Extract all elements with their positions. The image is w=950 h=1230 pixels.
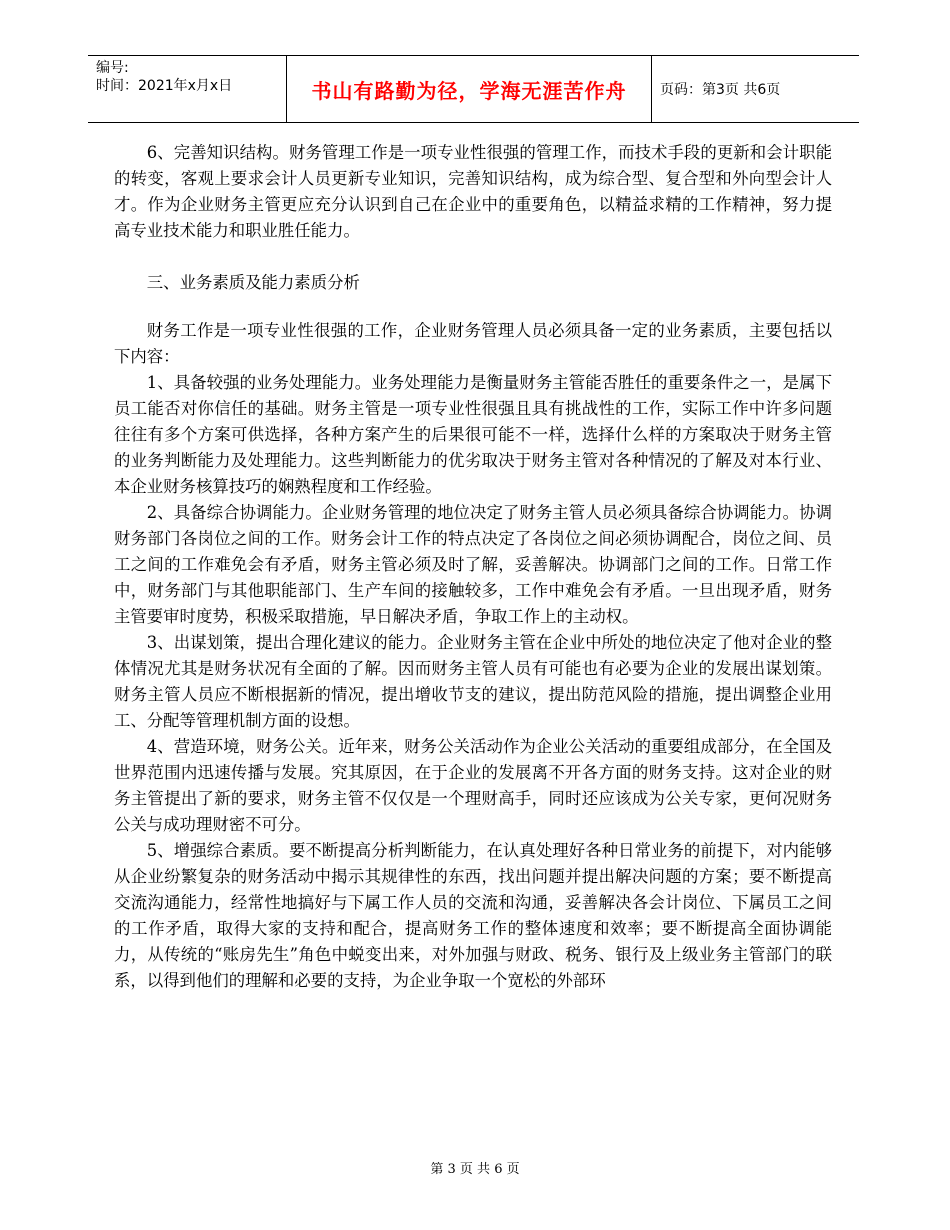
page-footer: 第 3 页 共 6 页: [430, 1162, 520, 1177]
header-meta: [96, 59, 286, 95]
paragraph-intro: 财务工作是一项专业性很强的工作，企业财务管理人员必须具备一定的业务素质，主要包括以下内容：: [114, 321, 832, 366]
document-header: [88, 55, 859, 123]
document-number-label: 编号:: [96, 60, 129, 76]
paragraph-item-3: 3、出谋划策，提出合理化建议的能力。企业财务主管在企业中所处的地位决定了他对企业的整体情况尤其是财务状况有全面的了解。因而财务主管人员有可能也有必要为企业的发展出谋划策。财务主管人员应不断根据新的情况，提出增收节支的建议，提出防范风险的措施，提出调整企业用工、分配等管理机制方面的设想。: [114, 633, 832, 730]
document-body: [114, 140, 832, 994]
section-heading: 三、业务素质及能力素质分析: [146, 273, 360, 292]
paragraph-item-1: 1、具备较强的业务处理能力。业务处理能力是衡量财务主管能否胜任的重要条件之一，是属下员工能否对你信任的基础。财务主管是一项专业性很强且具有挑战性的工作，实际工作中许多问题往往有多个方案可供选择，各种方案产生的后果很可能不一样，选择什么样的方案取决于财务主管的业务判断能力及处理能力。这些判断能力的优劣取决于财务主管对各种情况的了解及对本行业、本企业财务核算技巧的娴熟程度和工作经验。: [114, 373, 832, 496]
document-date-label: 时间：2021年x月x日: [96, 78, 233, 94]
paragraph-knowledge-structure: 6、完善知识结构。财务管理工作是一项专业性很强的管理工作，而技术手段的更新和会计职能的转变，客观上要求会计人员更新专业知识，完善知识结构，成为综合型、复合型和外向型会计人才。作为企业财务主管更应充分认识到自己在企业中的重要角色，以精益求精的工作精神，努力提高专业技术能力和职业胜任能力。: [114, 143, 832, 240]
paragraph-item-5: 5、增强综合素质。要不断提高分析判断能力，在认真处理好各种日常业务的前提下，对内能够从企业纷繁复杂的财务活动中揭示其规律性的东西，找出问题并提出解决问题的方案；要不断提高交流沟通能力，经常性地搞好与下属工作人员的交流和沟通，妥善解决各会计岗位、下属员工之间的工作矛盾，取得大家的支持和配合，提高财务工作的整体速度和效率；要不断提高全面协调能力，从传统的“账房先生”角色中蜕变出来，对外加强与财政、税务、银行及上级业务主管部门的联系，以得到他们的理解和必要的支持，为企业争取一个宽松的外部环: [114, 841, 832, 990]
header-motto: 书山有路勤为径，学海无涯苦作舟: [311, 78, 627, 103]
header-page-info: 页码：第3页 共6页: [660, 82, 781, 98]
paragraph-item-4: 4、营造环境，财务公关。近年来，财务公关活动作为企业公关活动的重要组成部分，在全国及世界范围内迅速传播与发展。究其原因，在于企业的发展离不开各方面的财务支持。这对企业的财务主管提出了新的要求，财务主管不仅仅是一个理财高手，同时还应该成为公关专家，更何况财务公关与成功理财密不可分。: [114, 737, 832, 834]
header-divider: [651, 56, 652, 122]
paragraph-item-2: 2、具备综合协调能力。企业财务管理的地位决定了财务主管人员必须具备综合协调能力。协调财务部门各岗位之间的工作。财务会计工作的特点决定了各岗位之间必须协调配合，岗位之间、员工之间的工作难免会有矛盾，财务主管必须及时了解，妥善解决。协调部门之间的工作。日常工作中，财务部门与其他职能部门、生产车间的接触较多，工作中难免会有矛盾。一旦出现矛盾，财务主管要审时度势，积极采取措施，早日解决矛盾，争取工作上的主动权。: [114, 503, 832, 626]
